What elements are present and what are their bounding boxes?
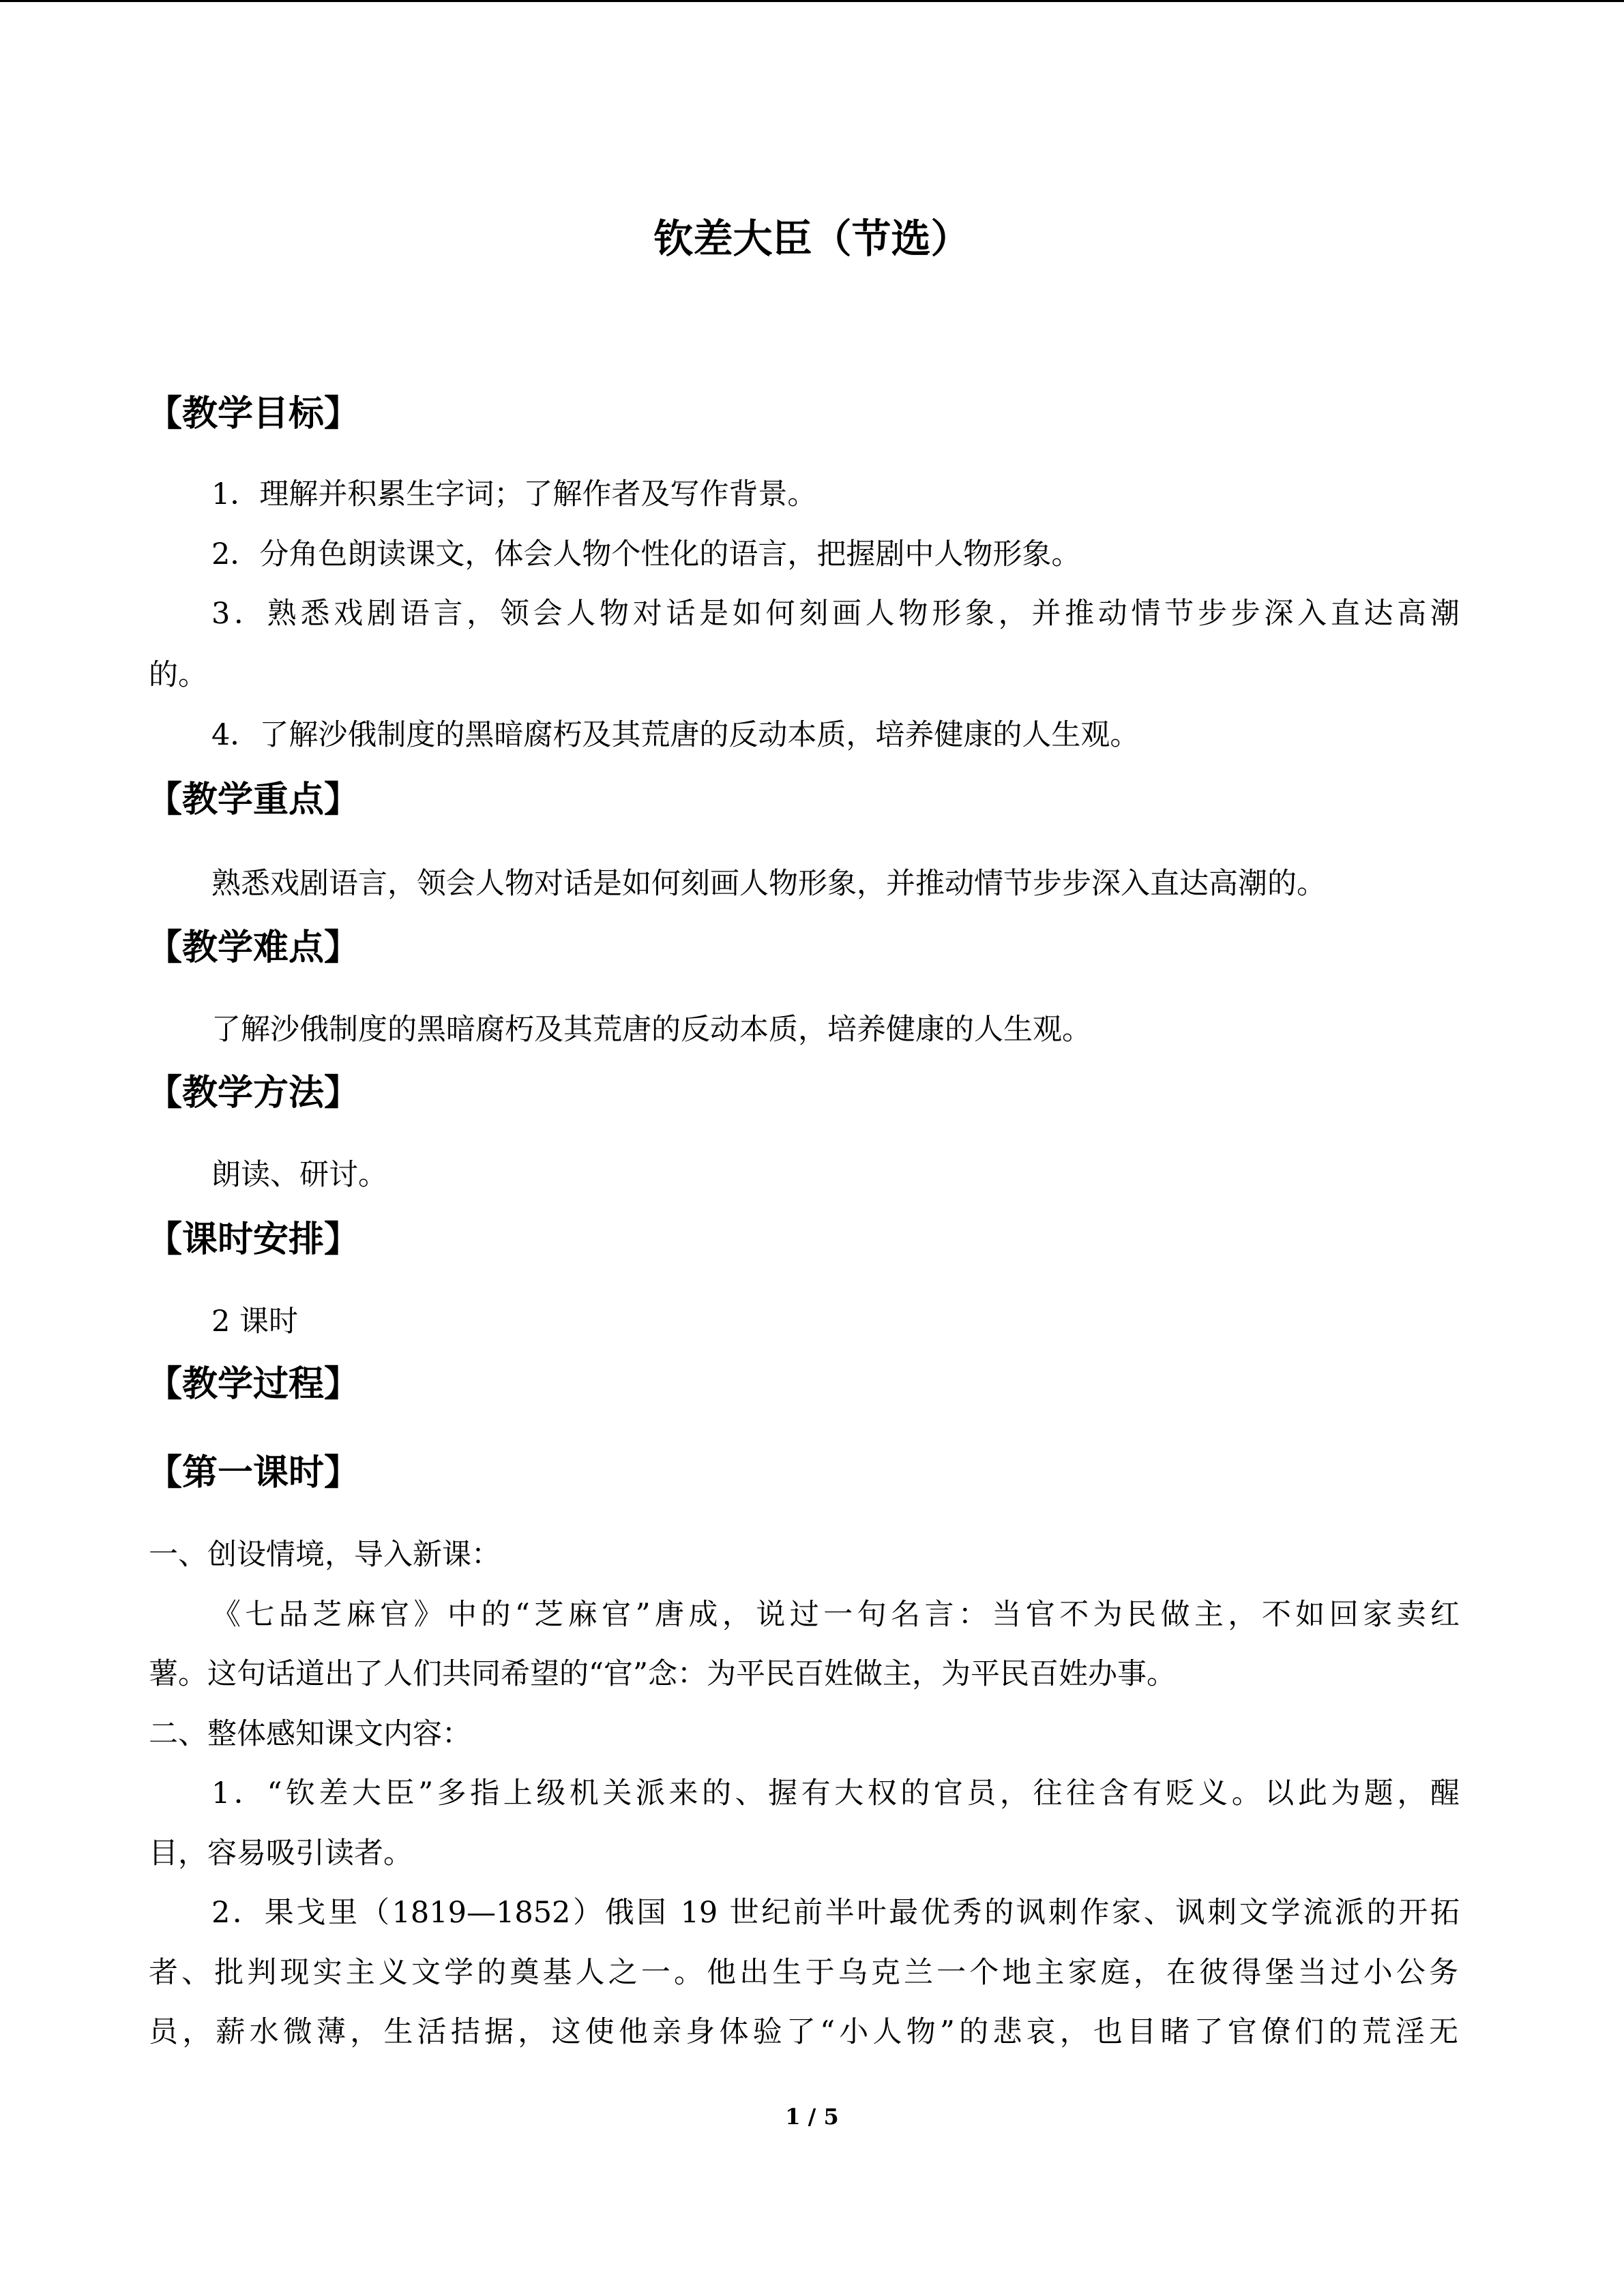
part-1-paragraph-line-2: 薯。这句话道出了人们共同希望的“官”念：为平民百姓做主，为平民百姓办事。 [149, 1657, 1176, 1691]
heading-class-schedule: 【课时安排】 [147, 1219, 360, 1260]
heading-teaching-key-points: 【教学重点】 [147, 779, 360, 820]
key-points-text: 熟悉戏剧语言，领会人物对话是如何刻画人物形象，并推动情节步步深入直达高潮的。 [211, 867, 1326, 901]
methods-text: 朗读、研讨。 [211, 1158, 387, 1192]
item-1-line-1: 1．“钦差大臣”多指上级机关派来的、握有大权的官员，往往含有贬义。以此为题，醒 [211, 1776, 1460, 1810]
heading-teaching-methods: 【教学方法】 [147, 1073, 360, 1114]
item-2-line-1: 2．果戈里（1819—1852）俄国 19 世纪前半叶最优秀的讽刺作家、讽刺文学流派的开拓 [211, 1896, 1460, 1930]
goal-item-3: 3．熟悉戏剧语言，领会人物对话是如何刻画人物形象，并推动情节步步深入直达高潮 [211, 597, 1460, 631]
part-1-paragraph-line-1: 《七品芝麻官》中的“芝麻官”唐成，说过一句名言：当官不为民做主，不如回家卖红 [211, 1598, 1460, 1632]
heading-teaching-difficulties: 【教学难点】 [147, 927, 360, 968]
difficulties-text: 了解沙俄制度的黑暗腐朽及其荒唐的反动本质，培养健康的人生观。 [211, 1013, 1091, 1047]
heading-first-lesson: 【第一课时】 [147, 1452, 360, 1493]
goal-item-2: 2．分角色朗读课文，体会人物个性化的语言，把握剧中人物形象。 [211, 537, 1081, 571]
top-border-rule [0, 0, 1624, 2]
item-2-line-2: 者、批判现实主义文学的奠基人之一。他出生于乌克兰一个地主家庭，在彼得堡当过小公务 [149, 1956, 1458, 1990]
page-number: 1 / 5 [785, 2104, 839, 2130]
part-1-title: 一、创设情境，导入新课： [149, 1538, 501, 1572]
heading-teaching-goals: 【教学目标】 [147, 393, 360, 434]
part-2-title: 二、整体感知课文内容： [149, 1717, 471, 1751]
item-2-line-3: 员，薪水微薄，生活拮据，这使他亲身体验了“小人物”的悲哀，也目睹了官僚们的荒淫无 [149, 2015, 1458, 2049]
goal-item-3-continuation: 的。 [149, 658, 207, 692]
goal-item-1: 1．理解并积累生字词；了解作者及写作背景。 [211, 477, 817, 511]
item-1-line-2: 目，容易吸引读者。 [149, 1836, 413, 1870]
document-title: 钦差大臣（节选） [653, 215, 971, 262]
schedule-text: 2 课时 [211, 1304, 299, 1339]
goal-item-4: 4．了解沙俄制度的黑暗腐朽及其荒唐的反动本质，培养健康的人生观。 [211, 718, 1140, 752]
heading-teaching-process: 【教学过程】 [147, 1364, 360, 1405]
